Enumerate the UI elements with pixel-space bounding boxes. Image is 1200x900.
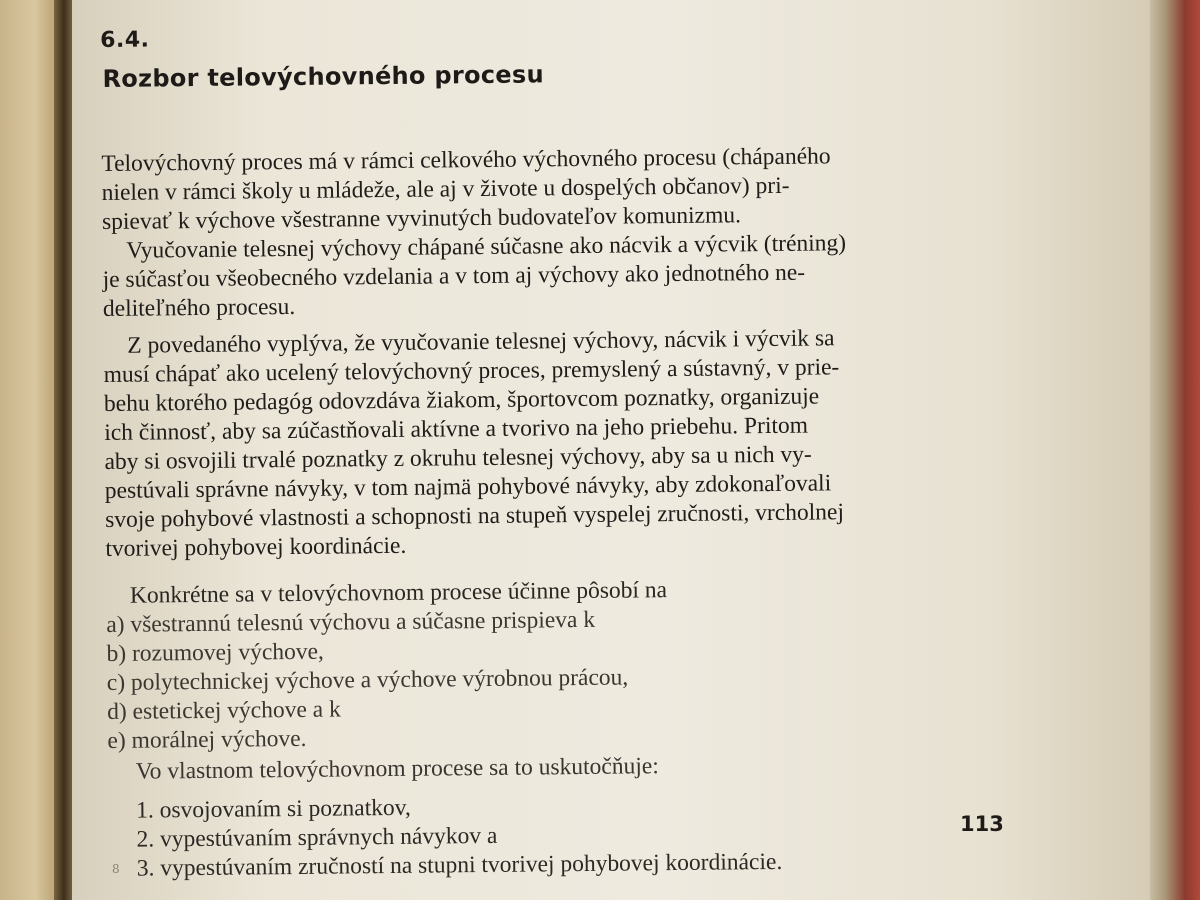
- body-text: [101, 141, 999, 884]
- list-item: c) polytechnickej výchove a výchove výrobnou prácou,: [106, 664, 629, 696]
- letter-list: [106, 602, 997, 756]
- text-line: svoje pohybové vlastnosti a schopnosti na stupeň vyspelej zručnosti, vrcholnej: [105, 499, 845, 533]
- list-item: e) morálnej výchove.: [107, 725, 307, 754]
- section-title: Rozbor telovýchovného procesu: [102, 60, 545, 93]
- paragraph-1: [101, 141, 992, 237]
- page-edges-and-cover: [1150, 0, 1200, 900]
- list-item: b) rozumovej výchove,: [106, 638, 324, 667]
- text-line: nielen v rámci školy u mládeže, ale aj v živote u dospelých občanov) pri-: [101, 172, 790, 206]
- numbered-list: [108, 788, 999, 884]
- list-item: 3. vypestúvaním zručností na stupni tvorivej pohybovej koordinácie.: [136, 848, 783, 882]
- signature-mark: 8: [112, 862, 120, 876]
- text-line: pestúvali správne návyky, v tom najmä pohybové návyky, aby zdokonaľovali: [104, 470, 832, 504]
- paragraph-3: [103, 323, 995, 564]
- page-number: 113: [960, 812, 1004, 836]
- section-number: 6.4.: [100, 27, 150, 53]
- list-intro: Konkrétne sa v telovýchovnom procese účinne pôsobí na: [129, 577, 668, 609]
- text-line: Z povedaného vyplýva, že vyučovanie telesnej výchovy, nácvik i výcvik sa: [127, 325, 835, 359]
- list-intro-2: Vo vlastnom telovýchovnom procese sa to uskutočňuje:: [135, 753, 659, 785]
- text-line: behu ktorého pedagóg odovzdáva žiakom, športovcom poznatky, organizuje: [103, 383, 820, 417]
- text-line: spievať k výchove všestranne vyvinutých budovateľov komunizmu.: [101, 202, 742, 235]
- text-line: je súčasťou všeobecného vzdelania a v tom aj výchovy ako jednotného ne-: [102, 259, 806, 293]
- text-line: Vyučovanie telesnej výchovy chápané súčasne ako nácvik a výcvik (tréning): [126, 230, 847, 264]
- text-line: Telovýchovný proces má v rámci celkového výchovného procesu (chápaného: [101, 143, 831, 177]
- paragraph-2: [102, 228, 993, 324]
- list-item: a) všestrannú telesnú výchovu a súčasne prispieva k: [106, 606, 596, 638]
- list-item: d) estetickej výchove a k: [107, 696, 341, 725]
- list-item: 2. vypestúvaním správnych návykov a: [136, 822, 498, 853]
- text-line: deliteľného procesu.: [102, 293, 296, 322]
- text-line: aby si osvojili trvalé poznatky z okruhu telesnej výchovy, aby sa u nich vy-: [104, 441, 812, 475]
- text-line: tvorivej pohybovej koordinácie.: [105, 532, 407, 562]
- text-line: musí chápať ako ucelený telovýchovný proces, premyslený a sústavný, v prie-: [103, 354, 840, 388]
- list-item: 1. osvojovaním si poznatkov,: [136, 794, 411, 824]
- text-line: ich činnosť, aby sa zúčastňovali aktívne a tvorivo na jeho priebehu. Pritom: [104, 412, 809, 446]
